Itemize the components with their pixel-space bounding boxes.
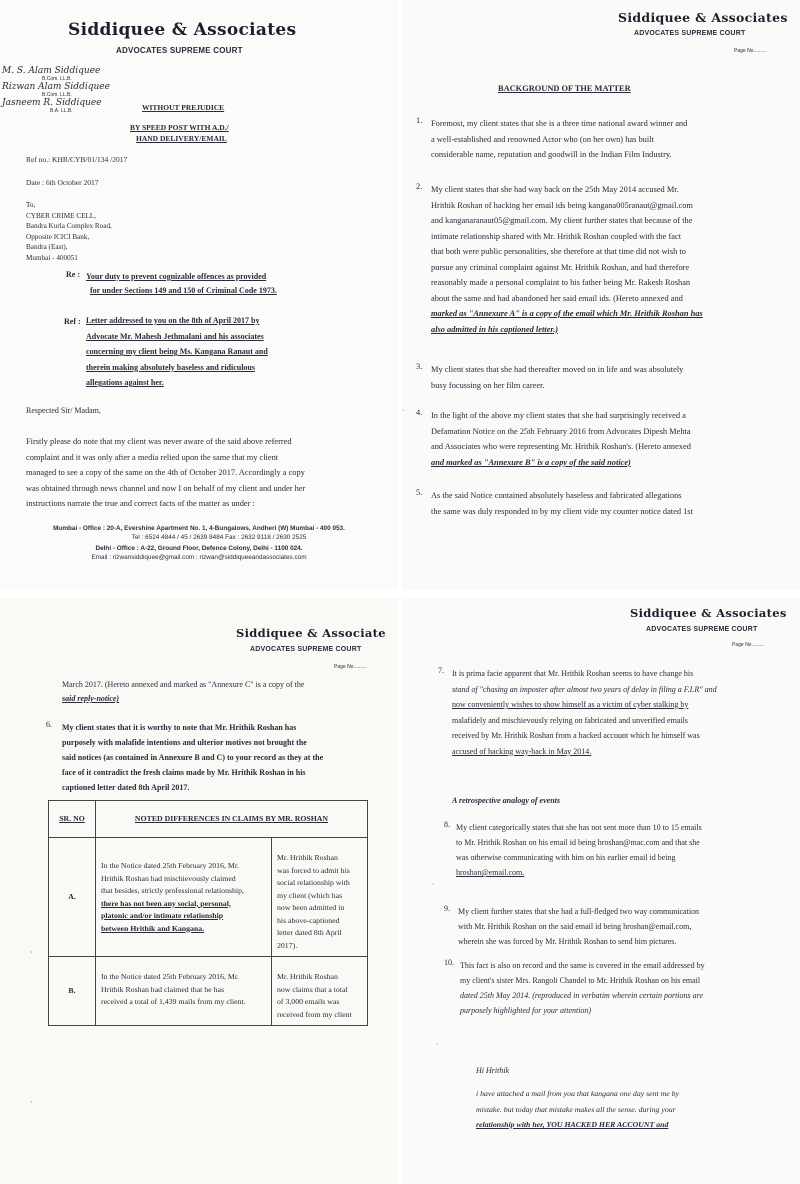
- address-line: Opposite ICICI Bank,: [26, 232, 90, 241]
- intro-paragraph: [26, 434, 356, 512]
- partner-degree: B.Com. LL.B.: [42, 92, 72, 98]
- background-item-4: [431, 408, 771, 470]
- text-line: to Mr. Hrithik Roshan on his email id being hroshan@mac.com and that she: [456, 838, 700, 847]
- text-line: In the light of the above my client states that she had surprisingly received a: [431, 411, 686, 420]
- text-line: was otherwise communicating with him on his earlier email id being: [456, 853, 676, 862]
- body-line: Firstly please do note that my client was never aware of the said above referred: [26, 437, 292, 446]
- item-7-paragraph: [452, 666, 772, 759]
- text-line: was forced to admit his: [277, 865, 350, 875]
- ref-label: Ref :: [64, 317, 81, 326]
- text-line: reasonably made a personal complaint to his father being Mr. Rakesh Roshan: [431, 278, 691, 287]
- address-line: CYBER CRIME CELL,: [26, 211, 97, 220]
- text-line: marked as "Annexure A" is a copy of the email which Mr. Hrithik Roshan has: [431, 309, 703, 318]
- text-line: said notices (as contained in Annexure B and C) to your record as they at the: [62, 753, 324, 762]
- text-line: dated 25th May 2014. (reproduced in verbatim wherein certain portions are: [460, 991, 703, 1000]
- letter-page-2: Siddiquee & Associates ADVOCATES SUPREME COURT Page No......... BACKGROUND OF THE MATTER 1. Foremost, my client states that she is a three time national award winner and a well-established and renowned Actor who (on her own) has built considerable name, reputation and goodwill in the Indian Film Industry. 2. My client states that she had way back on the 25th May 2014 accused Mr. Hrithik Roshan of hacking her email ids being kangana005ranaut@gmail.com and kanganaranaut05@gmail.com. My client further states that because of the intimate relationship shared with Mr. Hrithik Roshan coupled with the fact that both were public personalities, she therefore at that time did not wish to pursue any criminal complaint against Mr. Hrithik Roshan, and had therefore reasonably made a personal complaint to his father being Mr. Rakesh Roshan about the same and had abandoned her said email ids. (Hereto annexed and marked as "Annexure A" is a copy of the email which Mr. Hrithik Roshan has also admitted in his captioned letter.) 3. My client states that she had thereafter moved on in life and was absolutely busy focussing on her film career. · 4. In the light of the above my client states that she had surprisingly received a Defamation Notice on the 25th February 2016 from Advocates Dipesh Mehta and Associates who were representing Mr. Hrithik Roshan's. (Hereto annexed and marked as "Annexure B" is a copy of the said notice) 5. As the said Notice contained absolutely baseless and fabricated allegations the same was duly responded to by my client vide my counter notice dated 1st: [402, 0, 800, 590]
- item-10-paragraph: [460, 958, 772, 1018]
- text-line: platonic and/or intimate relationship: [101, 911, 224, 920]
- ref-subject: [86, 313, 296, 391]
- text-line: my client's sister Mrs. Rangoli Chandel to Mr. Hrithik Roshan on his email: [460, 976, 701, 985]
- item-number: 8.: [444, 820, 450, 829]
- partner-degree: B.A. LL.B.: [50, 108, 73, 114]
- background-item-3: [431, 362, 771, 393]
- row-current-claim: [272, 838, 368, 957]
- item-number: 6.: [46, 720, 52, 729]
- text-line: there has not been any social, personal,: [101, 898, 231, 908]
- background-item-2: [431, 182, 771, 337]
- text-line: In the Notice dated 25th February 2016, Mr.: [101, 861, 239, 870]
- ref-line: concerning my client being Ms. Kangana Ranaut and: [86, 347, 268, 356]
- post-line-2: HAND DELIVERY/EMAIL: [136, 134, 227, 143]
- address-line: Bandra (East),: [26, 243, 68, 251]
- text-line: My client states that she had thereafter moved on in life and was absolutely: [431, 365, 684, 374]
- text-line: i have attached a mail from you that kangana one day sent me by: [476, 1089, 680, 1098]
- text-line: hroshan@email.com.: [456, 868, 525, 877]
- address-line: To,: [26, 201, 36, 209]
- firm-name: Siddiquee & Associate: [236, 626, 386, 640]
- item-number: 10.: [444, 958, 454, 967]
- firm-subtitle: ADVOCATES SUPREME COURT: [116, 46, 243, 55]
- delhi-office: Delhi - Office : A-22, Ground Floor, Defence Colony, Delhi - 1100 024.: [95, 545, 303, 552]
- text-line: with Mr. Hrithik Roshan on the said email id being hroshan@email.com,: [458, 922, 692, 931]
- page-number: Page No.........: [734, 48, 766, 54]
- item-number: 2.: [416, 182, 423, 191]
- mumbai-office: Mumbai - Office : 20-A, Evershine Apartment No. 1, 4-Bungalows, Andheri (W) Mumbai - 400 053.: [53, 525, 345, 532]
- background-heading: BACKGROUND OF THE MATTER: [498, 84, 631, 93]
- telephone: Tel : 6524 4844 / 45 / 2639 8484 Fax : 2632 9118 / 2630 2525: [131, 534, 307, 541]
- background-item-1: [431, 116, 771, 163]
- text-line: the same was duly responded to by my client vide my counter notice dated 1st: [431, 506, 693, 516]
- text-line: also admitted in his captioned letter.): [431, 324, 559, 334]
- ref-line: therein making absolutely baseless and ridiculous: [86, 362, 255, 372]
- text-line: considerable name, reputation and goodwill in the Indian Film Industry.: [431, 150, 672, 159]
- text-line: captioned letter dated 8th April 2017.: [62, 783, 190, 792]
- text-line: now conveniently wishes to show himself as a victim of cyber stalking by: [452, 700, 689, 709]
- text-line: My client states that it is worthy to note that Mr. Hrithik Roshan has: [62, 723, 297, 732]
- text-line: and kanganaranaut05@gmail.com. My client further states that because of the: [431, 216, 693, 225]
- text-line: and marked as "Annexure B" is a copy of the said notice): [431, 457, 631, 467]
- text-line: now been admitted in: [277, 903, 345, 912]
- re-subject: [86, 270, 277, 298]
- text-line: purposely with malafide intentions and ulterior motives not brought the: [62, 738, 307, 747]
- text-line: Defamation Notice on the 25th February 2016 from Advocates Dipesh Mehta: [431, 426, 691, 436]
- letter-page-3: Siddiquee & Associate ADVOCATES SUPREME COURT Page No......... March 2017. (Hereto annexed and marked as "Annexure C" is a copy of the said reply-notice) 6. My client states that it is worthy to note that Mr. Hrithik Roshan has purposely with malafide intentions and ulterior motives not brought the said notices (as contained in Annexure B and C) to your record as they at the face of it contradict the fresh claims made by Mr. Hrithik Roshan in his captioned letter dated 8th April 2017. SR. NO NOTED DIFFERENCES IN CLAIMS BY MR. ROSHAN A. In the Notice dated 25th February 2016, Mr. Hrithik Roshan had mischievously claimed that besides, strictly professional relationship, there has not been any social, personal, platonic and/or intimate relationship between Hrithik and Kangana. Mr. Hrithik Roshan was forced to admit his social relationship with my client (which has now been admitted in his above-captioned letter dated 8th April 2017). B. In the Notice dated 25th February 2016, Mr. Hrithik Roshan had claimed that he has received a total of 1,439 mails from my client. Mr. Hrithik Roshan now claims that a total of 3,000 emails was received from my client · ·: [0, 598, 398, 1184]
- address-line: Bandra Kurla Complex Road,: [26, 222, 112, 230]
- item-9-paragraph: [458, 904, 772, 949]
- reference-number: Ref no.: KHR/CYB/01/134 /2017: [26, 155, 128, 164]
- row-current-claim: [272, 957, 368, 1026]
- text-line: My client further states that she had a full-fledged two way communication: [458, 907, 700, 916]
- text-line: This fact is also on record and the same is covered in the email addressed by: [460, 961, 705, 970]
- body-line: complaint and it was only after a media relied upon the same that my client: [26, 452, 279, 462]
- partner-degree: B.Com. LL.B.: [42, 76, 72, 82]
- item-number: 1.: [416, 116, 423, 125]
- text-line: social relationship with: [277, 878, 350, 887]
- text-line: received from my client: [277, 1009, 352, 1019]
- firm-name: Siddiquee & Associates: [68, 20, 297, 40]
- row-notice-claim: [96, 957, 272, 1026]
- salutation: Respected Sir/ Madam,: [26, 406, 101, 415]
- text-line: received by Mr. Hrithik Roshan from a hacked account which he himself was: [452, 731, 700, 740]
- partner-name: Jasneem R. Siddiquee: [2, 98, 102, 108]
- text-line: face of it contradict the fresh claims made by Mr. Hrithik Roshan in his: [62, 768, 306, 777]
- page-number: Page No.........: [334, 664, 366, 670]
- page-number: Page No.........: [732, 642, 764, 648]
- text-line: and Associates who were representing Mr. Hrithik Roshan's. (Hereto annexed: [431, 442, 691, 451]
- text-line: pursue any criminal complaint against Mr. Hrithik Roshan, and had therefore: [431, 262, 690, 272]
- firm-subtitle: ADVOCATES SUPREME COURT: [634, 30, 746, 37]
- text-line: Mr. Hrithik Roshan: [277, 853, 338, 862]
- text-line: mistake. but today that mistake makes all the sense. during your: [476, 1104, 676, 1114]
- text-line: 2017).: [277, 940, 298, 950]
- header-differences: NOTED DIFFERENCES IN CLAIMS BY MR. ROSHAN: [96, 801, 368, 838]
- re-label: Re :: [66, 270, 80, 279]
- post-line-1: BY SPEED POST WITH A.D./: [130, 123, 229, 132]
- item-number: 7.: [438, 666, 444, 675]
- text-line: that both were public personalities, she therefore at that time did not wish to: [431, 247, 686, 256]
- text-line: Hrithik Roshan of hacking her email ids being kangana005ranaut@gmail.com: [431, 200, 693, 210]
- address-line: Mumbai - 400051: [26, 253, 78, 262]
- item-number: 3.: [416, 362, 423, 371]
- row-notice-claim: [96, 838, 272, 957]
- text-line: of 3,000 emails was: [277, 997, 340, 1006]
- text-line: between Hrithik and Kangana.: [101, 923, 205, 933]
- text-line: My client categorically states that she has not sent more than 10 to 15 emails: [456, 823, 702, 832]
- body-line: managed to see a copy of the same on the 4th of October 2017. Accordingly a copy: [26, 468, 305, 477]
- text-line: wherein she was forced by Mr. Hrithik Roshan to send him pictures.: [458, 937, 677, 946]
- firm-subtitle: ADVOCATES SUPREME COURT: [250, 646, 362, 653]
- text-line: March 2017. (Hereto annexed and marked as "Annexure C" is a copy of the: [62, 680, 305, 689]
- text-line: In the Notice dated 25th February 2016, Mr.: [101, 972, 239, 981]
- partner-name: Rizwan Alam Siddiquee: [2, 82, 110, 92]
- background-item-5: [431, 488, 771, 519]
- header-sr-no: SR. NO: [49, 801, 96, 838]
- body-line: was obtained through news channel and now I on behalf of my client and under her: [26, 483, 306, 493]
- text-line: about the same and had abandoned her said email ids. (Hereto annexed and: [431, 293, 683, 303]
- text-line: My client states that she had way back on the 25th May 2014 accused Mr.: [431, 185, 679, 194]
- item-number: 9.: [444, 904, 450, 913]
- re-line: Your duty to prevent cognizable offences as provided: [86, 272, 267, 281]
- email-greeting: Hi Hrithik: [476, 1066, 510, 1075]
- text-line: his above-captioned: [277, 915, 340, 925]
- firm-name: Siddiquee & Associates: [618, 10, 788, 25]
- letter-date: Date : 6th October 2017: [26, 178, 99, 187]
- text-line: malafidely and mischievously relying on fabricated and unverified emails: [452, 715, 688, 725]
- item-6-paragraph: [62, 720, 358, 795]
- without-prejudice: WITHOUT PREJUDICE: [142, 103, 225, 112]
- text-line: my client (which has: [277, 890, 343, 900]
- text-line: now claims that a total: [277, 984, 348, 994]
- text-line: received a total of 1,439 mails from my client.: [101, 997, 246, 1006]
- text-line: Mr. Hrithik Roshan: [277, 972, 338, 981]
- text-line: accused of hacking way-back in May 2014.: [452, 746, 592, 756]
- partner-name: M. S. Alam Siddiquee: [2, 66, 101, 76]
- text-line: intimate relationship shared with Mr. Hrithik Roshan coupled with the fact: [431, 231, 682, 241]
- item-8-paragraph: [456, 820, 772, 880]
- text-line: It is prima facie apparent that Mr. Hrithik Roshan seems to have change his: [452, 669, 694, 678]
- retrospective-heading: A retrospective analogy of events: [452, 796, 560, 805]
- text-line: As the said Notice contained absolutely baseless and fabricated allegations: [431, 491, 682, 500]
- item-number: 4.: [416, 408, 423, 417]
- continued-paragraph: [62, 678, 358, 706]
- quoted-email: [476, 1086, 776, 1133]
- text-line: relationship with her, YOU HACKED HER ACCOUNT and: [476, 1120, 669, 1129]
- text-line: that besides, strictly professional relationship,: [101, 886, 244, 895]
- text-line: Foremost, my client states that she is a three time national award winner and: [431, 119, 688, 128]
- recipient-address: [26, 200, 112, 263]
- text-line: Hrithik Roshan had mischievously claimed: [101, 873, 236, 883]
- text-line: letter dated 8th April: [277, 928, 342, 937]
- letter-page-1: [0, 0, 398, 590]
- firm-subtitle: ADVOCATES SUPREME COURT: [646, 626, 758, 633]
- partners-list: [2, 66, 112, 114]
- item-number: 5.: [416, 488, 423, 497]
- firm-name: Siddiquee & Associates: [630, 606, 787, 620]
- ref-line: Letter addressed to you on the 8th of April 2017 by: [86, 316, 260, 325]
- table-row: [49, 957, 368, 1026]
- row-sr: B.: [49, 957, 96, 1026]
- text-line: stand of "chasing an imposter after almost two years of delay in filing a F.I.R" and: [452, 684, 717, 694]
- email-contact: Email : rizwansiddiquee@gmail.com : rizwan@siddiqueeandassociates.com: [91, 554, 307, 561]
- text-line: said reply-notice): [62, 694, 120, 703]
- row-sr: A.: [49, 838, 96, 957]
- text-line: Hrithik Roshan had claimed that he has: [101, 984, 224, 994]
- table-header-row: [49, 801, 368, 838]
- body-line: instructions narrate the true and correct facts of the matter as under :: [26, 499, 255, 508]
- letter-page-4: Siddiquee & Associates ADVOCATES SUPREME COURT Page No......... 7. It is prima facie apparent that Mr. Hrithik Roshan seems to have change his stand of "chasing an imposter after almost two years of delay in filing a F.I.R" and now conveniently wishes to show himself as a victim of cyber stalking by malafidely and mischievously relying on fabricated and unverified emails received by Mr. Hrithik Roshan from a hacked account which he himself was accused of hacking way-back in May 2014. A retrospective analogy of events 8. My client categorically states that she has not sent more than 10 to 15 emails to Mr. Hrithik Roshan on his email id being hroshan@mac.com and that she was otherwise communicating with him on his earlier email id being hroshan@email.com. · 9. My client further states that she had a full-fledged two way communication with Mr. Hrithik Roshan on the said email id being hroshan@email.com, wherein she was forced by Mr. Hrithik Roshan to send him pictures. 10. This fact is also on record and the same is covered in the email addressed by my client's sister Mrs. Rangoli Chandel to Mr. Hrithik Roshan on his email dated 25th May 2014. (reproduced in verbatim wherein certain portions are purposely highlighted for your attention) · Hi Hrithik i have attached a mail from you that kangana one day sent me by mistake. but today that mistake makes all the sense. during your relationship with her, YOU HACKED HER ACCOUNT and: [402, 598, 800, 1184]
- re-line: for under Sections 149 and 150 of Criminal Code 1973.: [90, 286, 277, 295]
- letterhead-footer: [6, 524, 392, 562]
- text-line: busy focussing on her film career.: [431, 380, 545, 390]
- text-line: purposely highlighted for your attention): [460, 1006, 592, 1015]
- ref-line: Advocate Mr. Mahesh Jethmalani and his associates: [86, 331, 264, 341]
- table-row: [49, 838, 368, 957]
- differences-table: [48, 800, 368, 1026]
- ref-line: allegations against her.: [86, 378, 164, 387]
- text-line: a well-established and renowned Actor who (on her own) has built: [431, 134, 654, 144]
